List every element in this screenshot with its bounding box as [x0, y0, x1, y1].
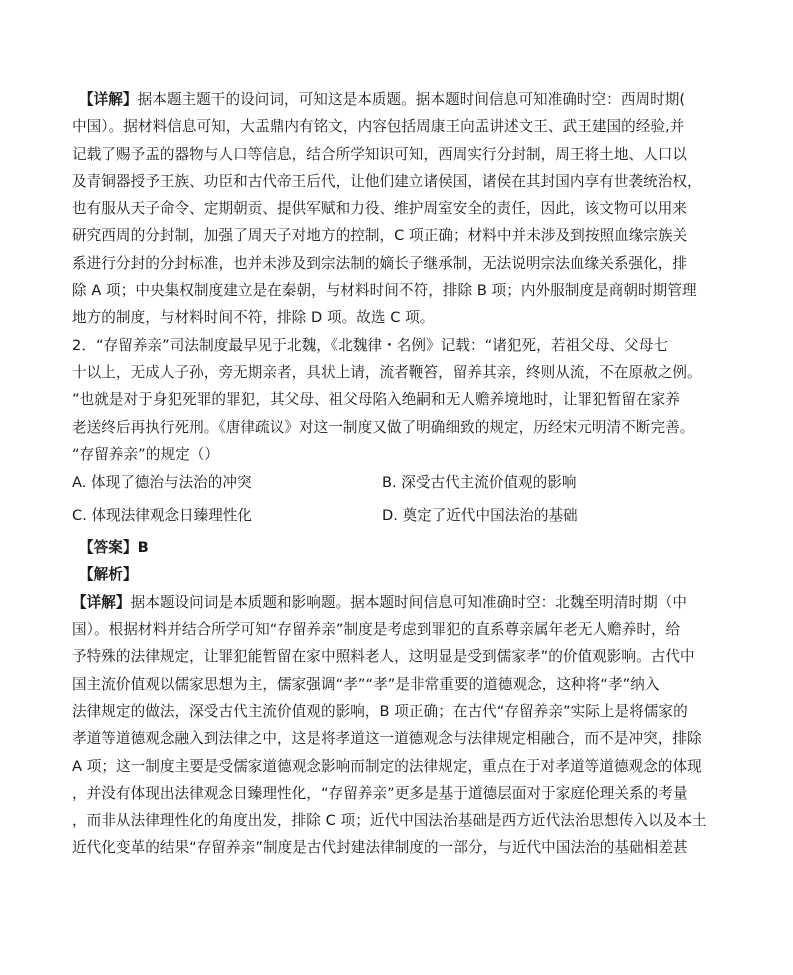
q2-detail-line: A 项；这一制度主要是受儒家道德观念影响而制定的法律规定，重点在于对孝道等道德观念的体现: [72, 757, 702, 775]
q2-question-stem: [72, 332, 702, 468]
q2-detail-paragraph: [72, 589, 707, 862]
q2-detail-line: 法律规定的做法，深受古代主流价值观的影响，B 项正确；在古代“存留养亲”实际上是将儒家的: [72, 702, 688, 720]
q2-detail-label: 【详解】: [72, 593, 131, 611]
q2-stem-line: 2．“存留养亲”司法制度最早见于北魏，《北魏律・名例》记载：“诸犯死，若祖父母、父母七: [72, 336, 668, 354]
option-b: B. 深受古代主流价值观的影响: [382, 474, 577, 492]
q1-detail-line: 系进行分封的分封标准，也并未涉及到宗法制的嫡长子继承制，无法说明宗法血缘关系强化，排: [72, 254, 688, 272]
q1-detail-label: 【详解】: [79, 91, 138, 108]
answer-line: [72, 534, 676, 561]
q1-detail-line: 除 A 项；中央集权制度建立是在秦朝，与材料时间不符，排除 B 项；内外服制度是商朝时期管理: [72, 282, 697, 300]
q2-stem-line: 老送终后再执行死刑。《唐律疏议》对这一制度又做了明确细致的规定，历经宋元明清不断完善。: [72, 418, 695, 436]
q2-detail-line: 予特殊的法律规定，让罪犯能暂留在家中照料老人，这明显是受到儒家孝”的价值观影响。古代中: [72, 648, 695, 666]
q1-detail-line: 地方的制度，与材料时间不符，排除 D 项。故选 C 项。: [72, 309, 435, 327]
q2-detail-line: ，而非从法律理性化的角度出发，排除 C 项；近代中国法治基础是西方近代法治思想传入以及本土: [72, 812, 707, 830]
q2-detail-line: 国）。根据材料并结合所学可知“存留养亲”制度是考虑到罪犯的直系尊亲属年老无人赡养时，给: [72, 621, 681, 639]
q2-options: [72, 468, 676, 534]
option-a: A. 体现了德治与法治的冲突: [72, 474, 252, 492]
option-c: C. 体现法律观念日臻理性化: [72, 507, 253, 525]
q1-detail-line: 中国）。据材料信息可知，大盂鼎内有铭文，内容包括周康王向盂讲述文王、武王建国的经验,并: [72, 118, 685, 136]
answer-value: B: [137, 539, 149, 557]
q2-detail-line: 国主流价值观以儒家思想为主，儒家强调“孝”“孝”是非常重要的道德观念，这种将“孝”纳入: [72, 675, 660, 693]
q1-detail-paragraph: [72, 86, 702, 332]
q1-detail-line: 研究西周的分封制，加强了周天子对地方的控制，C 项正确；材料中并未涉及到按照血缘宗族关: [72, 227, 688, 245]
answer-label: 【答案】: [79, 539, 138, 557]
q1-detail-line: 也有服从天子命令、定期朝贡、提供军赋和力役、维护周室安全的责任，因此，该文物可以用来: [72, 200, 688, 218]
q2-answer-block: [72, 534, 676, 589]
q2-detail-line: ，并没有体现出法律观念日臻理性化，“存留养亲”更多是基于道德层面对于家庭伦理关系的考量: [72, 784, 688, 802]
q1-detail-line: 【详解】据本题主题干的设问词，可知这是本质题。据本题时间信息可知准确时空：西周时期(: [79, 91, 686, 108]
q1-detail-line: 及青铜器授予王族、功臣和古代帝王后代，让他们建立诸侯国，诸侯在其封国内享有世袭统治权，: [72, 172, 702, 190]
q1-detail-line: 记载了赐予盂的器物与人口等信息，结合所学知识可知，西周实行分封制，周王将土地、人口以: [72, 145, 688, 163]
q2-stem-line: “存留养亲”的规定（）: [72, 445, 220, 463]
analysis-label: 【解析】: [79, 566, 138, 584]
q2-detail-line: 孝道等道德观念融入到法律之中，这是将孝道这一道德观念与法律规定相融合，而不是冲突，排除: [72, 730, 702, 748]
document-page: [72, 86, 707, 862]
option-d: D. 奠定了近代中国法治的基础: [382, 507, 578, 525]
q2-stem-line: 十以上，无成人子孙，旁无期亲者，具状上请，流者鞭笞，留养其亲，终则从流，不在原赦之例。: [72, 363, 702, 381]
q2-detail-line: 【详解】据本题设问词是本质题和影响题。据本题时间信息可知准确时空：北魏至明清时期（中: [72, 593, 688, 611]
analysis-line: [72, 561, 676, 588]
q2-detail-line: 近代化变革的结果“存留养亲”制度是古代封建法律制度的一部分，与近代中国法治的基础相差甚: [72, 839, 688, 857]
q2-stem-line: ”也就是对于身犯死罪的罪犯，其父母、祖父母陷入绝嗣和无人赡养境地时，让罪犯暂留在家养: [72, 391, 681, 409]
